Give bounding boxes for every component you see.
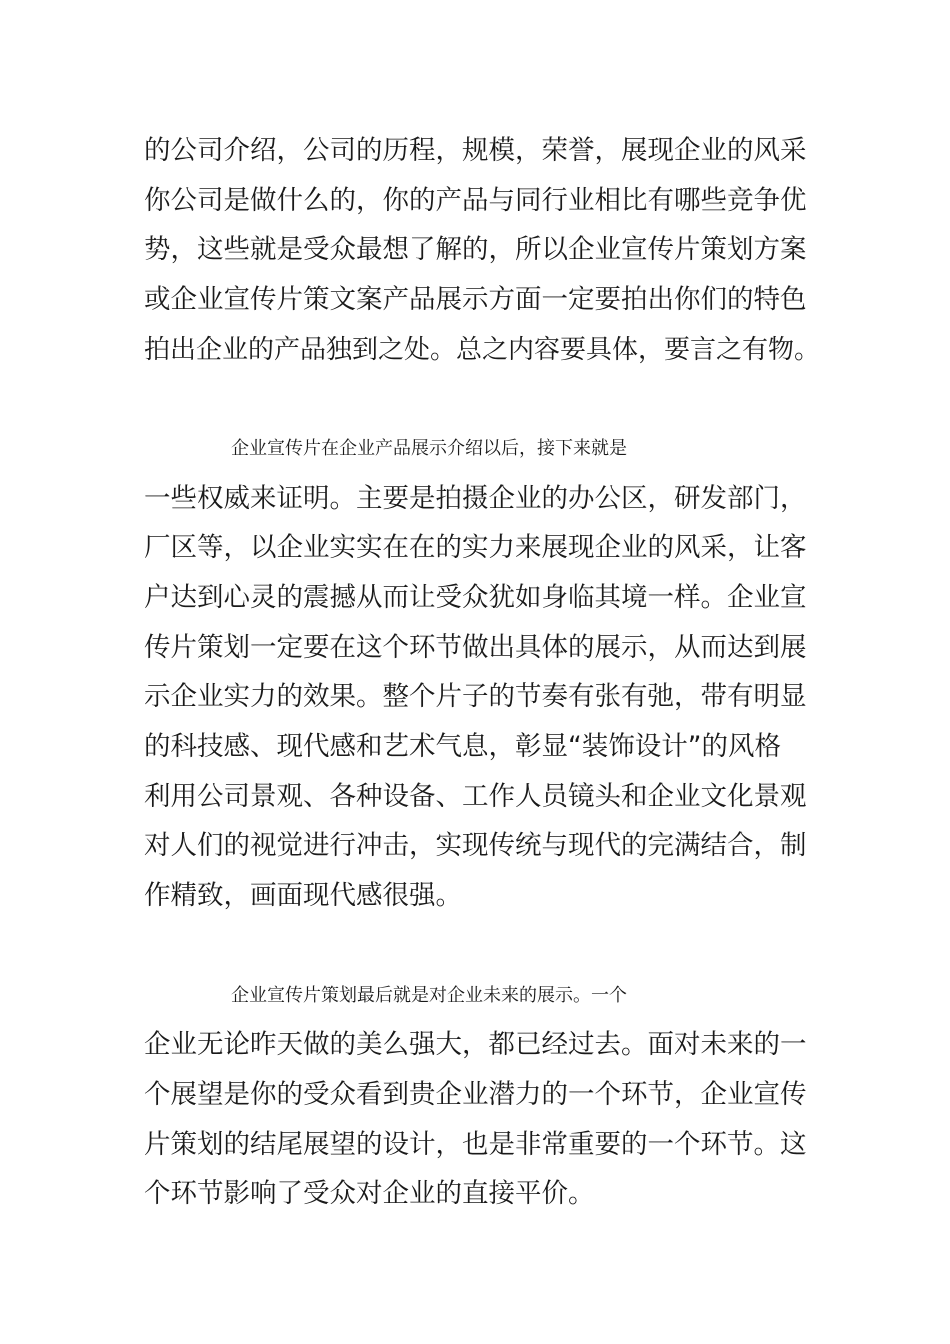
text-line: 你公司是做什么的，你的产品与同行业相比有哪些竞争优 bbox=[144, 185, 807, 216]
text-line: 个展望是你的受众看到贵企业潜力的一个环节，企业宣传 bbox=[144, 1079, 807, 1110]
text-line: 传片策划一定要在这个环节做出具体的展示，从而达到展 bbox=[144, 632, 807, 663]
text-line: 或企业宣传片策文案产品展示方面一定要拍出你们的特色 bbox=[144, 284, 807, 315]
text-line: 户达到心灵的震撼从而让受众犹如身临其境一样。企业宣 bbox=[144, 582, 807, 613]
text-line: 势，这些就是受众最想了解的，所以企业宣传片策划方案 bbox=[144, 234, 807, 265]
text-line: 示企业实力的效果。整个片子的节奏有张有弛，带有明显 bbox=[144, 681, 807, 712]
text-line: 企业宣传片策划最后就是对企业未来的展示。一个 bbox=[231, 985, 627, 1006]
text-line: 一些权威来证明。主要是拍摄企业的办公区，研发部门， bbox=[144, 483, 807, 514]
text-line: 的科技感、现代感和艺术气息，彰显“装饰设计”的风格 bbox=[144, 731, 781, 762]
text-line: 厂区等，以企业实实在在的实力来展现企业的风采，让客 bbox=[144, 532, 807, 563]
text-line: 拍出企业的产品独到之处。总之内容要具体，要言之有物。 bbox=[144, 335, 821, 365]
text-line: 利用公司景观、各种设备、工作人员镜头和企业文化景观 bbox=[144, 781, 807, 812]
text-line: 个环节影响了受众对企业的直接平价。 bbox=[144, 1178, 595, 1209]
text-line: 的公司介绍，公司的历程，规模，荣誉，展现企业的风采 bbox=[144, 135, 807, 166]
text-line: 企业宣传片在企业产品展示介绍以后，接下来就是 bbox=[231, 438, 627, 459]
text-line: 企业无论昨天做的美么强大，都已经过去。面对未来的一 bbox=[144, 1029, 807, 1060]
text-line: 片策划的结尾展望的设计，也是非常重要的一个环节。这 bbox=[144, 1129, 807, 1160]
text-line: 对人们的视觉进行冲击，实现传统与现代的完满结合，制 bbox=[144, 830, 807, 861]
text-line: 作精致，画面现代感很强。 bbox=[144, 880, 462, 911]
